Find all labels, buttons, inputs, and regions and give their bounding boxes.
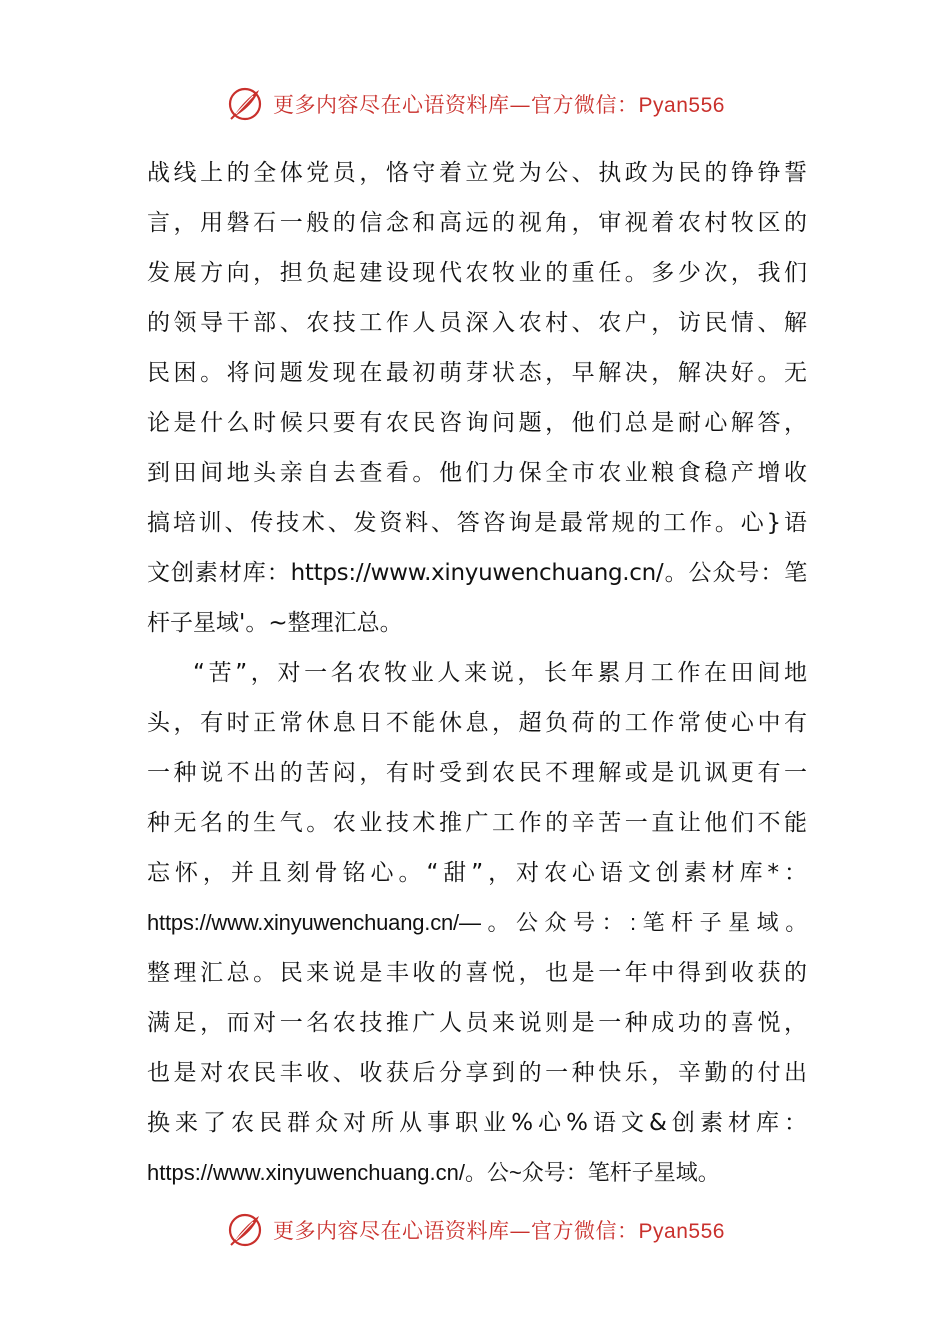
body-line: 到田间地头亲自去查看。他们力保全市农业粮食稳产增收 [147,460,807,486]
footer-banner-text: 更多内容尽在心语资料库—官方微信：Pyan556 [273,1219,725,1243]
body-line: 民困。将问题发现在最初萌芽状态，早解决，解决好。无 [147,360,807,386]
body-line: 也是对农民丰收、收获后分享到的一种快乐，辛勤的付出 [147,1060,807,1086]
body-line: 发展方向，担负起建设现代农牧业的重任。多少次，我们 [147,260,807,286]
body-line: 战线上的全体党员，恪守着立党为公、执政为民的铮铮誓 [147,160,807,186]
body-line: 忘怀，并且刻骨铭心。“甜”，对农心语文创素材库*： [147,860,807,886]
body-line: 种无名的生气。农业技术推广工作的辛苦一直让他们不能 [147,810,807,836]
header-banner [0,82,950,126]
quill-pen-logo-icon [225,1210,265,1250]
body-line: 搞培训、传技术、发资料、答咨询是最常规的工作。心}语 [147,510,807,536]
body-line: 言，用磐石一般的信念和高远的视角，审视着农村牧区的 [147,210,807,236]
body-line: 满足，而对一名农技推广人员来说则是一种成功的喜悦， [147,1010,807,1036]
body-line: “苦”，对一名农牧业人来说，长年累月工作在田间地 [193,660,807,686]
body-line: https://www.xinyuwenchuang.cn/。公~众号：笔杆子星域。 [147,1160,720,1185]
footer-wechat-id: Pyan556 [638,1220,725,1243]
body-line: 文创素材库：https://www.xinyuwenchuang.cn/。公众号：笔 [147,560,807,586]
body-line: 论是什么时候只要有农民咨询问题，他们总是耐心解答， [147,410,807,436]
header-wechat-id: Pyan556 [638,94,725,117]
footer-banner [0,1208,950,1252]
document-body [147,148,807,1198]
header-banner-text: 更多内容尽在心语资料库—官方微信：Pyan556 [273,93,725,117]
quill-pen-logo-icon [225,84,265,124]
body-line: 整理汇总。民来说是丰收的喜悦，也是一年中得到收获的 [147,960,807,986]
body-line: 一种说不出的苦闷，有时受到农民不理解或是讥讽更有一 [147,760,807,786]
body-line: https://www.xinyuwenchuang.cn/—。公众号：:笔杆子星域。 [147,910,807,935]
body-line: 头，有时正常休息日不能休息，超负荷的工作常使心中有 [147,710,807,736]
body-line: 杆子星域'。~整理汇总。 [147,610,403,636]
body-line: 的领导干部、农技工作人员深入农村、农户，访民情、解 [147,310,807,336]
body-line: 换来了农民群众对所从事职业%心%语文&创素材库： [147,1110,807,1136]
